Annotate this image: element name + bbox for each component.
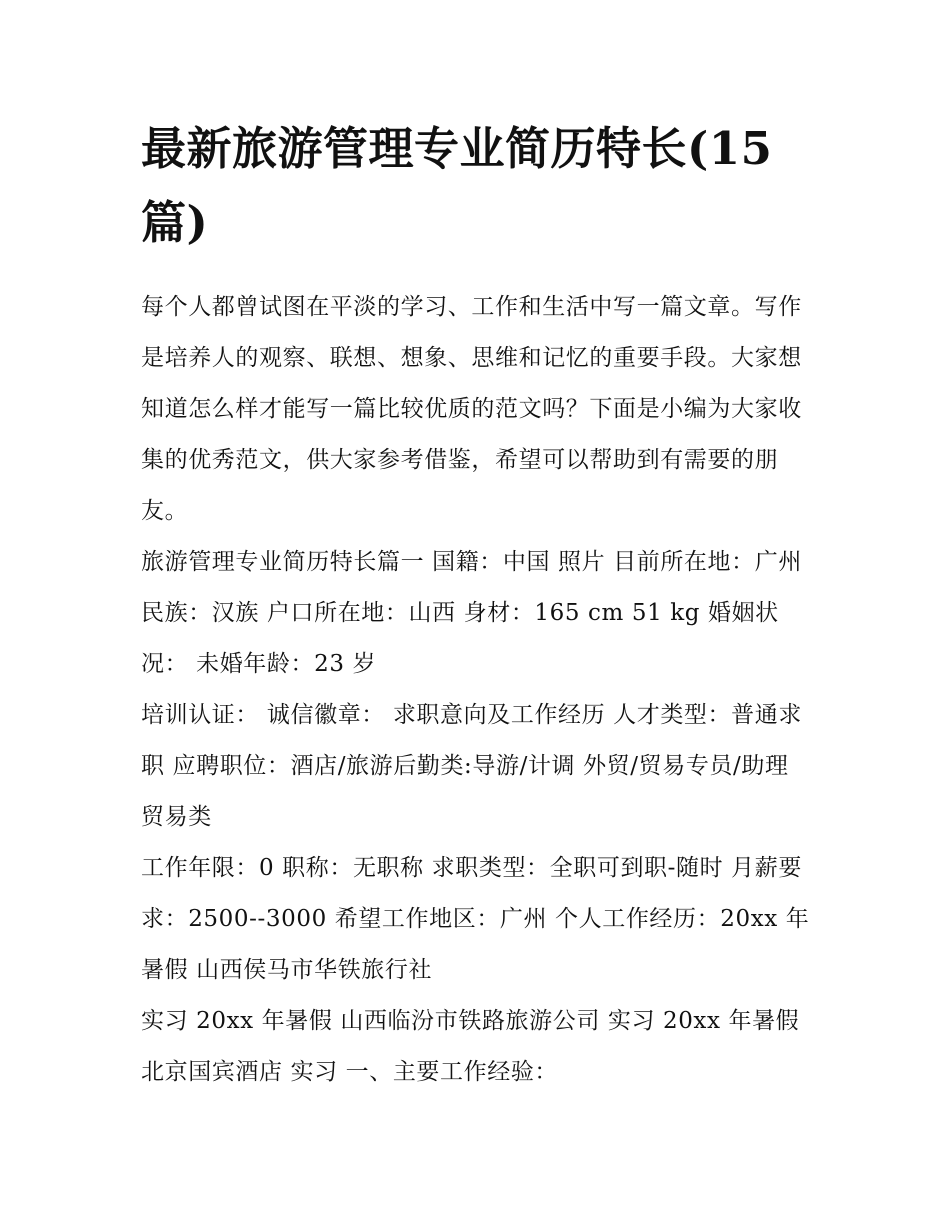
job-intention-paragraph: 培训认证： 诚信徽章： 求职意向及工作经历 人才类型：普通求职 应聘职位：酒店/旅游后勤类:导游/计调 外贸/贸易专员/助理 贸易类: [141, 702, 802, 830]
document-title: 最新旅游管理专业简历特长(15篇): [141, 122, 773, 249]
document-body: [141, 112, 813, 1098]
internship-paragraph: 实习 20xx 年暑假 山西临汾市铁路旅游公司 实习 20xx 年暑假 北京国宾酒店 实习 一、主要工作经验：: [141, 1008, 800, 1085]
work-requirements-paragraph: 工作年限：0 职称：无职称 求职类型：全职可到职-随时 月薪要求：2500--3000 希望工作地区：广州 个人工作经历：20xx 年暑假 山西侯马市华铁旅行社: [141, 855, 810, 983]
personal-info-paragraph: 旅游管理专业简历特长篇一 国籍：中国 照片 目前所在地：广州 民族：汉族 户口所在地：山西 身材：165 cm 51 kg 婚姻状况： 未婚年龄：23 岁: [141, 549, 802, 677]
intro-paragraph: 每个人都曾试图在平淡的学习、工作和生活中写一篇文章。写作是培养人的观察、联想、想象、思维和记忆的重要手段。大家想知道怎么样才能写一篇比较优质的范文吗？下面是小编为大家收集的优秀范文，供大家参考借鉴，希望可以帮助到有需要的朋友。: [141, 294, 802, 524]
